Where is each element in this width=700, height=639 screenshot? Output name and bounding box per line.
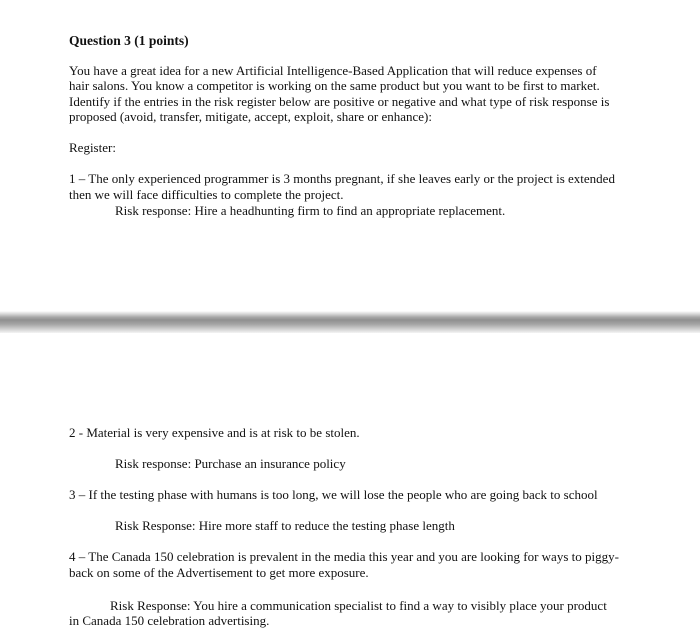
intro-line: hair salons. You know a competitor is working on the same product but you want to be first to market.: [69, 78, 600, 93]
intro-line: proposed (avoid, transfer, mitigate, accept, exploit, share or enhance):: [69, 109, 432, 124]
register-label: Register:: [69, 140, 116, 155]
risk-response-line: Risk Response: Hire more staff to reduce the testing phase length: [115, 518, 455, 533]
risk-entry-line: then we will face difficulties to complete the project.: [69, 187, 344, 202]
risk-entry-line: 3 – If the testing phase with humans is too long, we will lose the people who are going back to school: [69, 487, 598, 502]
risk-response-line: in Canada 150 celebration advertising.: [69, 613, 270, 628]
risk-response-line: Risk Response: You hire a communication specialist to find a way to visibly place your product: [110, 598, 607, 613]
risk-entry-line: 2 - Material is very expensive and is at risk to be stolen.: [69, 425, 360, 440]
risk-entry-line: back on some of the Advertisement to get more exposure.: [69, 565, 369, 580]
risk-response-line: Risk response: Hire a headhunting firm to find an appropriate replacement.: [115, 203, 506, 218]
intro-line: Identify if the entries in the risk register below are positive or negative and what type of risk response is: [69, 94, 610, 109]
risk-response-line: Risk response: Purchase an insurance policy: [115, 456, 346, 471]
risk-entry-line: 1 – The only experienced programmer is 3 months pregnant, if she leaves early or the project is extended: [69, 171, 615, 186]
question-title: Question 3 (1 points): [69, 33, 189, 48]
risk-entry-line: 4 – The Canada 150 celebration is prevalent in the media this year and you are looking for ways to piggy-: [69, 549, 619, 564]
page-break-divider: [0, 311, 700, 333]
intro-line: You have a great idea for a new Artificial Intelligence-Based Application that will reduce expenses of: [69, 63, 597, 78]
